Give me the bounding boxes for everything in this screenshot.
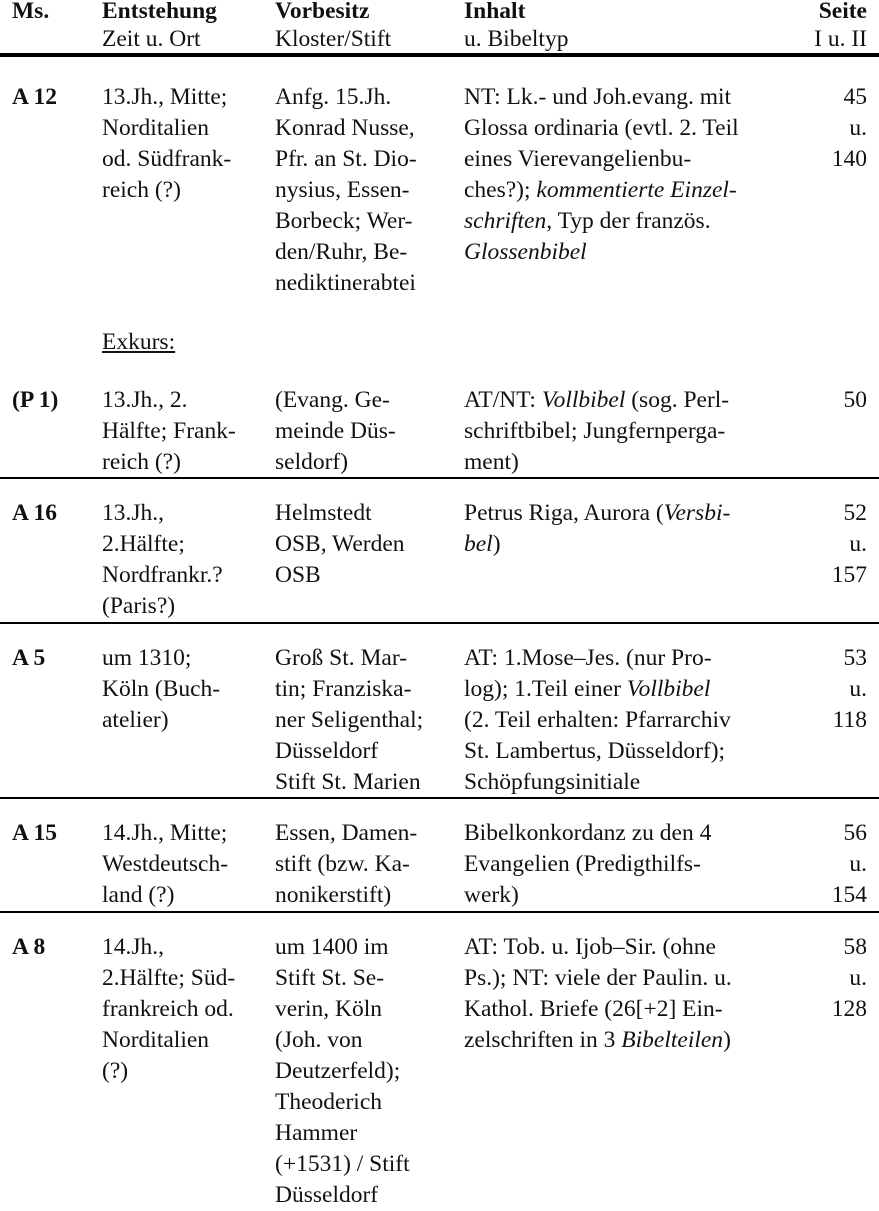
ms-id: A 16 — [12, 500, 58, 526]
entstehung-cell: 13.Jh., 2.Hälfte; Nordfrankr.? (Paris?) — [102, 500, 223, 619]
seite-cell: 53 u. 118 — [832, 645, 867, 733]
seite-cell: 45 u. 140 — [831, 84, 867, 172]
ms-id: A 8 — [12, 934, 46, 960]
header-inhalt: Inhalt u. Bibeltyp — [464, 0, 569, 52]
seite-cell: 52 u. 157 — [831, 500, 867, 588]
vorbesitz-cell: Groß St. Mar- tin; Franziska- ner Seligenthal; Düsseldorf Stift St. Marien — [275, 645, 424, 795]
ms-id: (P 1) — [12, 387, 59, 413]
ms-id: A 5 — [12, 645, 46, 671]
table-header — [0, 0, 879, 56]
ms-id: A 15 — [12, 820, 58, 846]
header-entstehung: Entstehung Zeit u. Ort — [102, 0, 217, 52]
vorbesitz-cell: Helmstedt OSB, Werden OSB — [275, 500, 405, 588]
ms-id: A 12 — [12, 84, 58, 110]
entstehung-cell: 13.Jh., Mitte; Norditalien od. Südfrank- reich (?) — [102, 84, 232, 203]
row-divider — [0, 622, 879, 624]
inhalt-cell: AT/NT: Vollbibel (sog. Perl- schriftbibel; Jungfernperga- ment) — [464, 387, 730, 475]
header-rule — [0, 53, 879, 57]
header-seite: Seite I u. II — [814, 0, 867, 52]
row-divider — [0, 911, 879, 913]
entstehung-cell: um 1310; Köln (Buch- atelier) — [102, 645, 221, 733]
inhalt-cell: Petrus Riga, Aurora (Versbi- bel) — [464, 500, 731, 557]
vorbesitz-cell: (Evang. Ge- meinde Düs- seldorf) — [275, 387, 396, 475]
vorbesitz-cell: Essen, Damen- stift (bzw. Ka- nonikerstift) — [275, 820, 418, 908]
inhalt-cell: AT: 1.Mose–Jes. (nur Pro- log); 1.Teil einer Vollbibel (2. Teil erhalten: Pfarrarchiv St. Lambertus, Düsseldorf); Schöpfungsinitiale — [464, 645, 731, 795]
entstehung-cell: 14.Jh., 2.Hälfte; Süd- frankreich od. Norditalien (?) — [102, 934, 236, 1084]
header-vorbesitz: Vorbesitz Kloster/Stift — [275, 0, 392, 52]
inhalt-cell: NT: Lk.- und Joh.evang. mit Glossa ordinaria (evtl. 2. Teil eines Vierevangelienbu- ches?); kommentierte Einzel- schriften, Typ der französ. Glossenbibel — [464, 84, 739, 265]
header-ms: Ms. — [12, 0, 50, 24]
row-divider — [0, 477, 879, 479]
inhalt-cell: Bibelkonkordanz zu den 4 Evangelien (Predigthilfs- werk) — [464, 820, 712, 908]
seite-cell: 50 — [843, 387, 867, 413]
entstehung-cell: 14.Jh., Mitte; Westdeutsch- land (?) — [102, 820, 229, 908]
vorbesitz-cell: Anfg. 15.Jh. Konrad Nusse, Pfr. an St. Dio- nysius, Essen- Borbeck; Wer- den/Ruhr, Be- nediktinerabtei — [275, 84, 417, 296]
seite-cell: 58 u. 128 — [831, 934, 867, 1022]
inhalt-cell: AT: Tob. u. Ijob–Sir. (ohne Ps.); NT: viele der Paulin. u. Kathol. Briefe (26[+2] Ein- zelschriften in 3 Bibelteilen) — [464, 934, 732, 1053]
row-divider — [0, 797, 879, 799]
exkurs-label: Exkurs: — [102, 329, 176, 355]
seite-cell: 56 u. 154 — [831, 820, 867, 908]
entstehung-cell: 13.Jh., 2. Hälfte; Frank- reich (?) — [102, 387, 236, 475]
vorbesitz-cell: um 1400 im Stift St. Se- verin, Köln (Joh. von Deutzerfeld); Theoderich Hammer (+1531) / Stift Düsseldorf — [275, 934, 410, 1208]
